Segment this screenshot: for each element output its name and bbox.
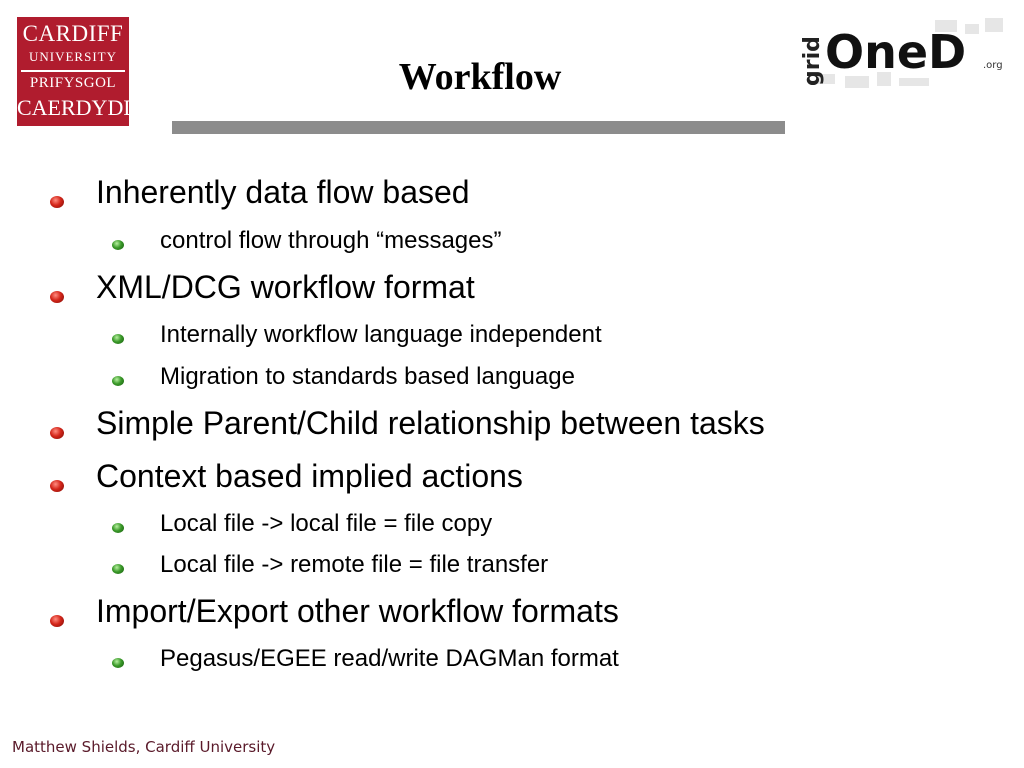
bullet-text: Import/Export other workflow formats (96, 593, 619, 629)
logo-line-prifysgol: PRIFYSGOL (29, 75, 117, 91)
red-bullet-icon (50, 427, 64, 439)
green-bullet-icon (112, 376, 124, 386)
red-bullet-icon (50, 196, 64, 208)
red-bullet-icon (50, 615, 64, 627)
green-bullet-icon (112, 564, 124, 574)
logo-line-university: UNIVERSITY (29, 49, 117, 64)
green-bullet-icon (112, 658, 124, 668)
sub-bullet-text: Pegasus/EGEE read/write DAGMan format (160, 645, 619, 672)
logo-line-caerdydd: CAERDYDD (17, 95, 140, 120)
bullet-text: Inherently data flow based (96, 174, 470, 210)
logo-grid-text: grid (800, 36, 825, 86)
sub-bullet-text: Local file -> remote file = file transfer (160, 551, 549, 578)
red-bullet-icon (50, 291, 64, 303)
sub-bullet-text: Internally workflow language independent (160, 321, 602, 348)
red-bullet-icon (50, 480, 64, 492)
logo-line-cardiff: CARDIFF (22, 21, 124, 46)
logo-org-text: .org (983, 60, 1003, 71)
bullet-text: Simple Parent/Child relationship between tasks (96, 405, 765, 441)
green-bullet-icon (112, 240, 124, 250)
sub-bullet-text: control flow through “messages” (160, 227, 502, 254)
bullet-text: Context based implied actions (96, 458, 523, 494)
sub-bullet-text: Local file -> local file = file copy (160, 510, 493, 537)
green-bullet-icon (112, 334, 124, 344)
green-bullet-icon (112, 523, 124, 533)
slide-title: Workflow (398, 56, 562, 98)
footer-author: Matthew Shields, Cardiff University (12, 738, 276, 756)
bullet-text: XML/DCG workflow format (96, 269, 475, 305)
logo-oned-text: OneD (825, 25, 967, 79)
sub-bullet-text: Migration to standards based language (160, 363, 575, 390)
